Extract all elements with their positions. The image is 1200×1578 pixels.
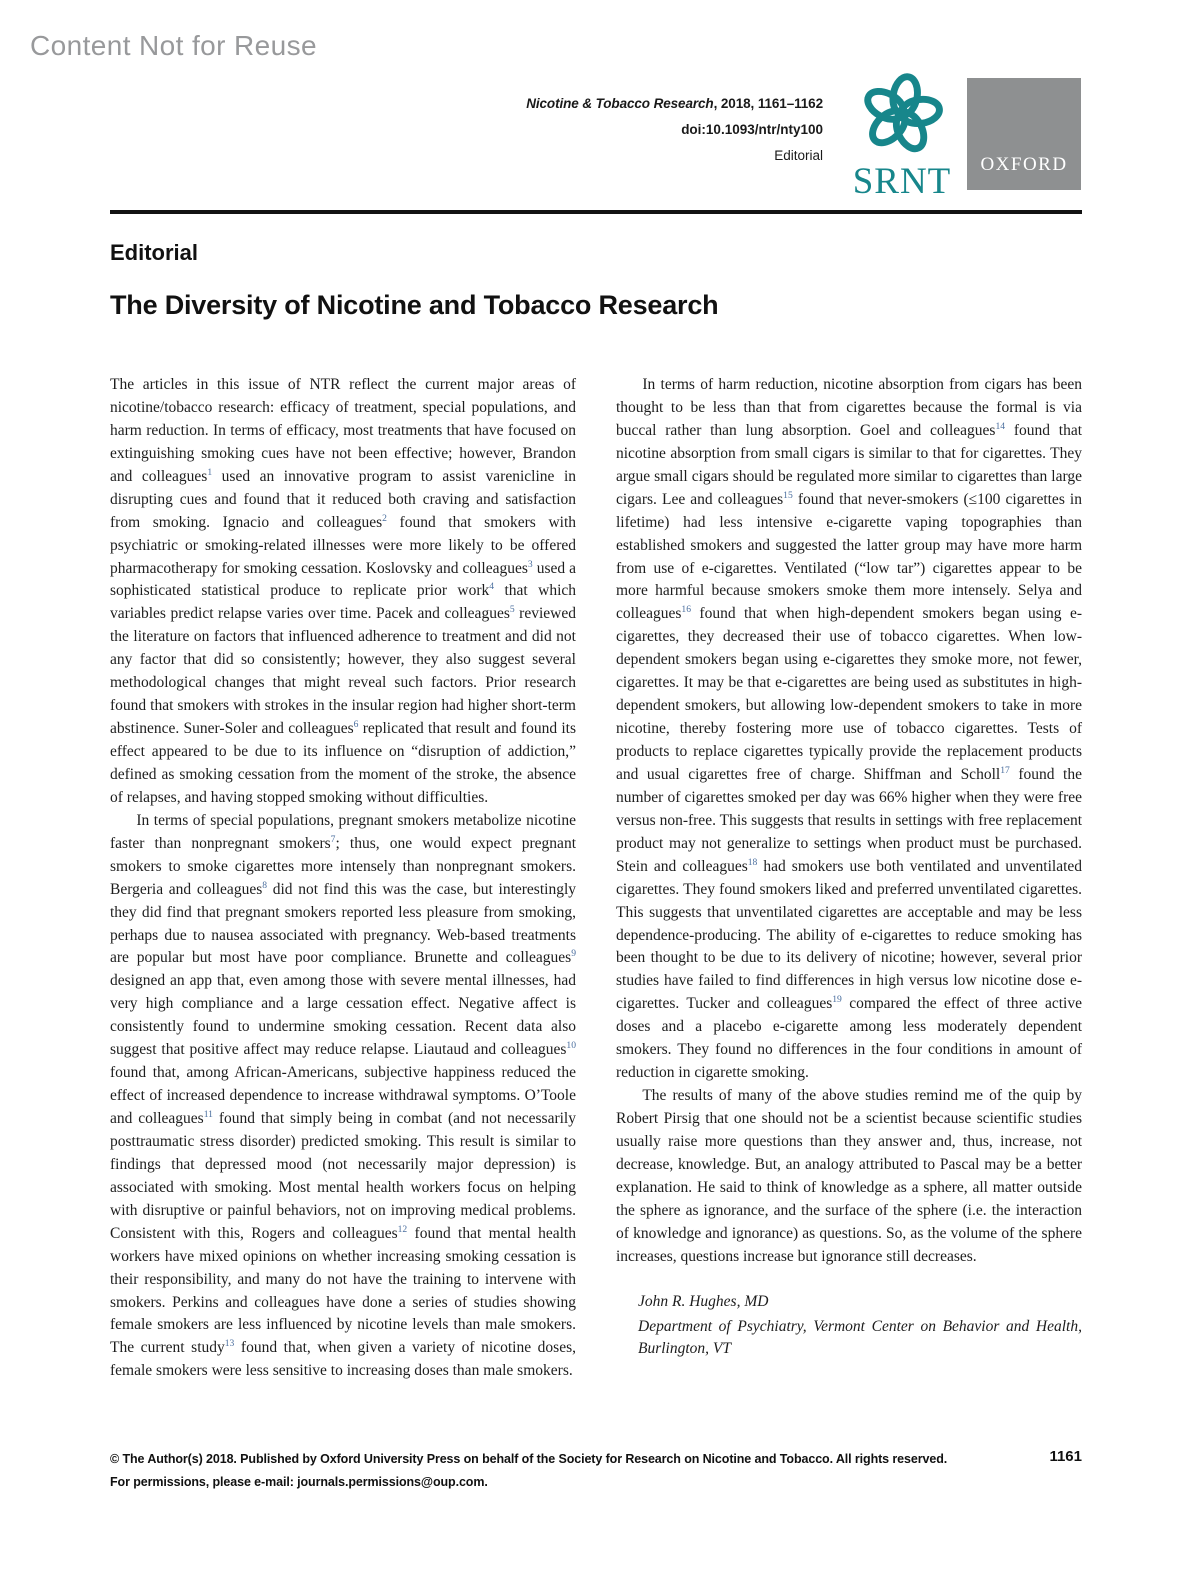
- reference-superscript: 6: [353, 718, 359, 730]
- srnt-logo: [843, 68, 961, 203]
- paragraph: In terms of harm reduction, nicotine absorption from cigars has been thought to be less than that from cigarettes because the formal is via buccal rather than lung absorption. Goel and colleagues$^{14}$ found that nicotine absorption from small cigars is similar to that for cigarettes. They argue small cigars should be regulated more similar to cigarettes than large cigars. Lee and colleagues$^{15}$ found that never-smokers (≤100 cigarettes in lifetime) had less intensive e-cigarette vaping topographies than established smokers and suggested the latter group may have more harm from use of e-cigarettes. Ventilated (“low tar”) cigarettes appear to be more harmful because smokers smoke them more intensely. Selya and colleagues$^{16}$ found that when high-dependent smokers began using e-cigarettes, they decreased their use of tobacco cigarettes. When low-dependent smokers began using e-cigarettes they smoke more, not fewer, cigarettes. It may be that e-cigarettes are being used as substitutes in high-dependent smokers, but allowing low-dependent smokers to take in more nicotine, thereby fostering more use of tobacco cigarettes. Tests of products to replace cigarettes typically provide the replacement products and usual cigarettes free of charge. Shiffman and Scholl$^{17}$ found the number of cigarettes smoked per day was 66% higher when they were free versus non-free. This suggests that results in settings with free replacement product may not generalize to settings when product must be purchased. Stein and colleagues$^{18}$ had smokers use both ventilated and unventilated cigarettes. They found smokers liked and preferred unventilated cigarettes. This suggests that unventilated cigarettes are acceptable and may be less dependence-producing. The ability of e-cigarettes to reduce smoking has been thought to be due to its delivery of nicotine; however, several prior studies have failed to find differences in high versus low nicotine dose e-cigarettes. Tucker and colleagues$^{19}$ compared the effect of three active doses and a placebo e-cigarette among less moderately dependent smokers. They found no differences in the four conditions in amount of reduction in cigarette smoking.: [616, 376, 1083, 1082]
- page-number: 1161: [1049, 1448, 1082, 1465]
- watermark-text: Content Not for Reuse: [30, 30, 317, 61]
- reference-superscript: 9: [571, 948, 576, 960]
- paragraph: In terms of special populations, pregnant smokers metabolize nicotine faster than nonpregnant smokers$^7$; thus, one would expect pregnant smokers to smoke cigarettes more intensely than nonpregnant smokers. Bergeria and colleagues$^8$ did not find this was the case, but interestingly they did find that pregnant smokers reported less pleasure from smoking, perhaps due to nausea associated with pregnancy. Web-based treatments are popular but most have poor compliance. Brunette and colleagues$^9$ designed an app that, even among those with severe mental illnesses, had very high compliance and a large cessation effect. Negative affect is consistently found to undermine smoking cessation. Recent data also suggest that positive affect may reduce relapse. Liautaud and colleagues$^{10}$ found that, among African-Americans, subjective happiness reduced the effect of increased dependence to increase withdrawal symptoms. O’Toole and colleagues$^{11}$ found that simply being in combat (and not necessarily posttraumatic stress disorder) predicted smoking. This result is similar to findings that depressed mood (not necessarily major depression) is associated with smoking. Most mental health workers focus on helping with disruptive or painful behaviors, not on improving medical problems. Consistent with this, Rogers and colleagues$^{12}$ found that mental health workers have mixed opinions on whether increasing smoking cessation is their responsibility, and many do not have the training to intervene with smokers. Perkins and colleagues have done a series of studies showing female smokers are less influenced by nicotine levels than male smokers. The current study$^{13}$ found that, when given a variety of nicotine doses, female smokers were less sensitive to increasing doses than male smokers.: [110, 811, 576, 1380]
- reference-superscript: 10: [566, 1040, 576, 1052]
- reference-superscript: 15: [783, 489, 793, 501]
- reference-superscript: 8: [262, 879, 268, 891]
- author-affiliation: Department of Psychiatry, Vermont Center on Behavior and Health, Burlington, VT: [638, 1317, 1082, 1358]
- reference-superscript: 13: [224, 1338, 235, 1350]
- reference-superscript: 19: [832, 994, 842, 1006]
- reference-superscript: 5: [509, 604, 515, 616]
- reference-superscript: 14: [995, 420, 1006, 432]
- reference-superscript: 7: [330, 833, 336, 845]
- oxford-wordmark: OXFORD: [980, 154, 1068, 175]
- article-body: [110, 374, 1082, 1383]
- paragraph: The results of many of the above studies remind me of the quip by Robert Pirsig that one should not be a scientist because scientific studies usually raise more questions than they answer and, thus, increase, not decrease, knowledge. But, an analogy attributed to Pascal may be a better explanation. He said to think of knowledge as a sphere, all matter outside the sphere as ignorance, and the surface of the sphere (i.e. the interaction of knowledge and ignorance) as questions. So, as the volume of the sphere increases, questions increase but ignorance still decreases.: [616, 1087, 1082, 1265]
- copyright-line: © The Author(s) 2018. Published by Oxford University Press on behalf of the Society for Research on Nicotine and Tobacco. All rights reserved.: [110, 1452, 948, 1466]
- doi-text: doi:10.1093/ntr/nty100: [681, 122, 823, 137]
- page-footer: [110, 1448, 1082, 1493]
- article-title: The Diversity of Nicotine and Tobacco Research: [110, 290, 719, 320]
- srnt-knot-icon: [856, 68, 948, 160]
- header-divider-rule: [110, 210, 1082, 214]
- left-column: [110, 374, 576, 1383]
- permissions-line: For permissions, please e-mail: journals.permissions@oup.com.: [110, 1474, 488, 1489]
- author-name: John R. Hughes, MD: [638, 1292, 769, 1310]
- reference-superscript: 16: [681, 604, 692, 616]
- section-heading: Editorial: [110, 240, 199, 265]
- right-column: [616, 374, 1082, 1383]
- reference-superscript: 17: [1000, 764, 1010, 776]
- paragraph: The articles in this issue of NTR reflect the current major areas of nicotine/tobacco research: efficacy of treatment, special populations, and harm reduction. In terms of efficacy, most treatments that have focused on extinguishing smoking cues have not been effective; however, Brandon and colleagues$^1$ used an innovative program to assist varenicline in disrupting cues and found that it reduced both craving and satisfaction from smoking. Ignacio and colleagues$^2$ found that smokers with psychiatric or smoking-related illnesses were more likely to be offered pharmacotherapy for smoking cessation. Koslovsky and colleagues$^3$ used a sophisticated statistical produce to replicate prior work$^4$ that which variables predict relapse varies over time. Pacek and colleagues$^5$ reviewed the literature on factors that influenced adherence to treatment and did not any factor that did so consistently; however, they also suggest several methodological changes that might reveal such factors. Prior research found that smokers with strokes in the insular region had higher short-term abstinence. Suner-Soler and colleagues$^6$ replicated that result and found its effect appeared to be due to its influence on “disruption of addiction,” defined as smoking cessation from the moment of the stroke, the absence of relapses, and having stopped smoking without difficulties.: [110, 376, 577, 806]
- reference-superscript: 18: [747, 856, 758, 868]
- citation-line: [526, 96, 823, 111]
- copyright-block: [110, 1448, 947, 1493]
- reference-superscript: 1: [207, 466, 213, 478]
- reference-superscript: 12: [397, 1223, 408, 1235]
- article-type-label: Editorial: [774, 148, 823, 163]
- reference-superscript: 2: [382, 512, 387, 524]
- srnt-wordmark: SRNT: [852, 161, 952, 202]
- oxford-logo: [967, 78, 1081, 190]
- reference-superscript: 4: [489, 581, 495, 593]
- reference-superscript: 11: [203, 1108, 213, 1120]
- citation-block: [526, 96, 823, 163]
- journal-name: Nicotine & Tobacco Research: [526, 96, 714, 111]
- reference-superscript: 3: [527, 558, 533, 570]
- citation-rest: , 2018, 1161–1162: [713, 96, 823, 111]
- author-signature: [638, 1291, 1082, 1362]
